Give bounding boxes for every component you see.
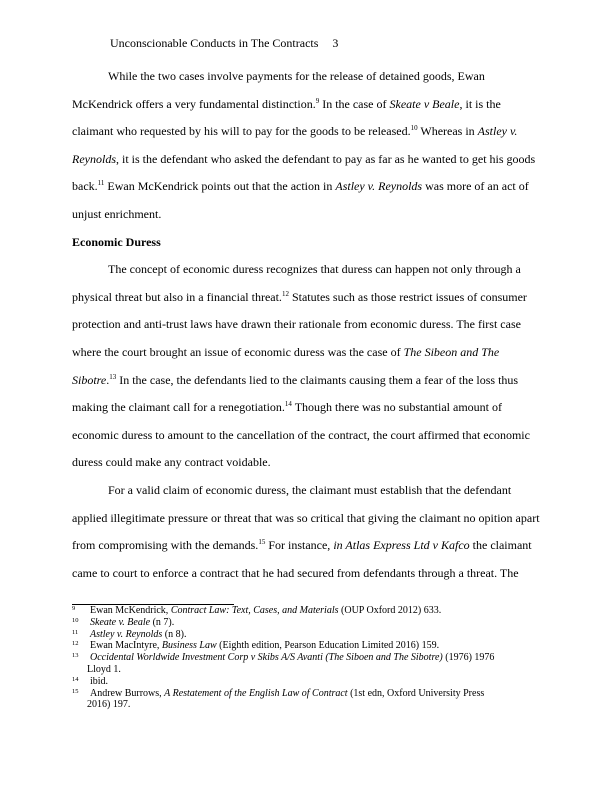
- case-name: Reynolds: [72, 151, 116, 166]
- paragraph-3-line: applied illegitimate pressure or threat that was so critical that giving the claimant no opition apart: [72, 510, 540, 525]
- paragraph-1-line: McKendrick offers a very fundamental distinction.$^9$ In the case of Skeate v Beale, it is the: [72, 96, 501, 111]
- paragraph-3-line: from compromising with the demands.$^{15}$ For instance, in Atlas Express Ltd v Kafco the claimant: [72, 538, 532, 553]
- paragraph-3-line: came to court to enforce a contract that he had secured from defendants through a threat. The: [72, 565, 519, 580]
- footnote-ref: 12: [281, 289, 289, 298]
- running-header: [110, 36, 338, 51]
- case-name: Astley v.: [477, 124, 518, 139]
- paragraph-3-line: For a valid claim of economic duress, the claimant must establish that the defendant: [108, 482, 512, 497]
- paragraph-2-line: physical threat but also in a financial threat.$^{12}$ Statutes such as those restrict issues of consumer: [72, 289, 527, 304]
- footnote-ref: 15: [258, 538, 266, 547]
- footnote: 14 ibid.: [72, 675, 109, 687]
- paragraph-2-line: making the claimant call for a renegotiation.$^{14}$ Though there was no substantial amount of: [72, 400, 502, 415]
- footnote-ref: 10: [410, 124, 418, 133]
- footnote-number: 13: [72, 652, 79, 660]
- paragraph-1-line: back.$^{11}$ Ewan McKendrick points out that the action in Astley v. Reynolds was more of an act of: [72, 179, 529, 194]
- case-name: Skeate v Beale: [389, 96, 460, 111]
- section-heading: Economic Duress: [72, 234, 161, 249]
- footnote-ref: 9: [315, 96, 320, 105]
- case-name: in Atlas Express Ltd v Kafco: [333, 538, 470, 553]
- footnote-number: 14: [72, 675, 79, 683]
- footnote-number: 9: [72, 605, 76, 612]
- footnote: 13 Occidental Worldwide Investment Corp v Skibs A/S Avanti (The Siboen and The Sibotre) (1976) 1976 Lloyd 1.: [72, 652, 495, 675]
- footnotes: [72, 605, 540, 711]
- paragraph-1-line: Reynolds, it is the defendant who asked the defendant to pay as far as he wanted to get his goods: [72, 151, 536, 166]
- paragraph-2-line: The concept of economic duress recognizes that duress can happen not only through a: [108, 262, 521, 277]
- footnote-number: 15: [72, 687, 79, 695]
- case-name: Astley v. Reynolds: [335, 179, 423, 194]
- paragraph-2-line: Sibotre.$^{13}$ In the case, the defendants lied to the claimants causing them a fear of the loss thus: [72, 372, 519, 387]
- footnote-ref: 13: [109, 372, 117, 381]
- footnote-number: 12: [72, 640, 79, 648]
- footnote-number: 11: [72, 628, 79, 636]
- paragraph-2-line: duress could make any contract voidable.: [72, 455, 271, 470]
- paragraph-1-line: claimant who requested by his will to pay for the goods to be released.$^{10}$ Whereas in Astley v.: [72, 124, 518, 139]
- case-name: The Sibeon and The: [403, 344, 500, 359]
- footnote-ref: 11: [97, 179, 105, 188]
- paragraph-1-line: unjust enrichment.: [72, 206, 162, 221]
- paragraph-2-line: where the court brought an issue of economic duress was the case of The Sibeon and The: [72, 344, 500, 359]
- footnote: 9 Ewan McKendrick, Contract Law: Text, Cases, and Materials (OUP Oxford 2012) 633.: [72, 605, 442, 616]
- footnote: 15 Andrew Burrows, A Restatement of the English Law of Contract (1st edn, Oxford University Press 2016) 197.: [72, 687, 485, 711]
- paragraph-2-line: economic duress to amount to the cancellation of the contract, the court affirmed that economic: [72, 427, 530, 442]
- footnote-number: 10: [72, 616, 79, 624]
- document-body: [72, 63, 540, 587]
- footnote: 10 Skeate v. Beale (n 7).: [72, 616, 175, 628]
- case-name: Sibotre: [72, 372, 107, 387]
- footnote: 11 Astley v. Reynolds (n 8).: [72, 628, 187, 640]
- paragraph-1-line: While the two cases involve payments for the release of detained goods, Ewan: [108, 69, 485, 83]
- page-number: 3: [332, 36, 339, 50]
- paragraph-2-line: protection and anti-trust laws have drawn their rationale from economic duress. The first case: [72, 317, 521, 332]
- footnote-ref: 14: [284, 400, 292, 409]
- running-title: Unconscionable Conducts in The Contracts: [110, 36, 319, 50]
- footnote: 12 Ewan MacIntyre, Business Law (Eighth edition, Pearson Education Limited 2016) 159.: [72, 640, 440, 652]
